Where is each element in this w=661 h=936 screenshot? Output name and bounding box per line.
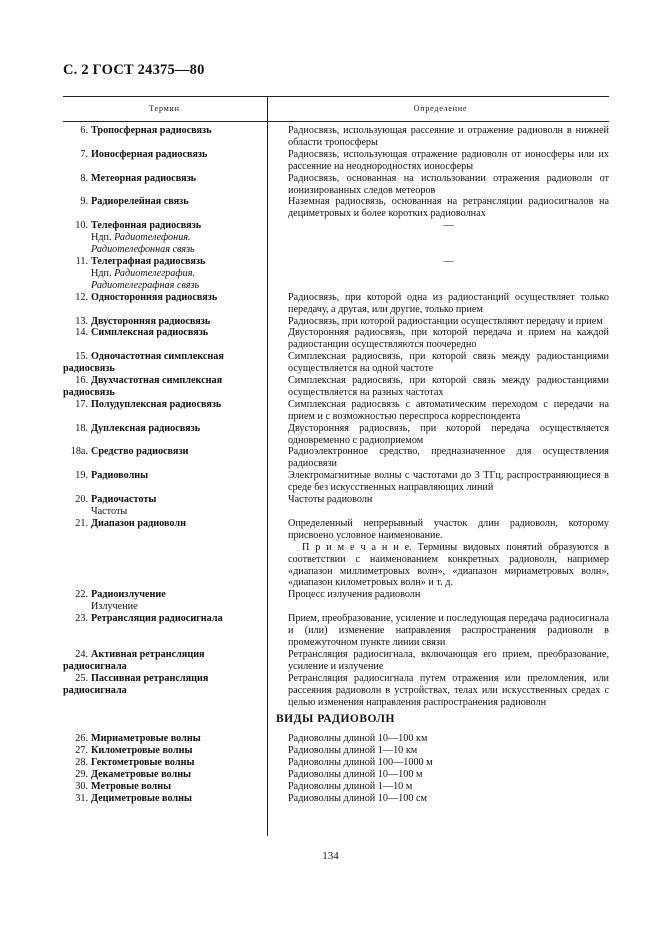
term-line <box>63 613 264 625</box>
definition-cell <box>288 375 609 399</box>
term-name: Телефонная радиосвязь <box>91 220 202 232</box>
term-cell <box>63 399 270 423</box>
term-number: 27. <box>75 745 88 757</box>
term-entry <box>63 423 609 447</box>
term-entry <box>63 173 609 197</box>
term-entry <box>63 351 609 375</box>
term-number: 26. <box>75 733 88 745</box>
column-divider <box>267 97 268 121</box>
term-name: Гектометровые волны <box>91 757 195 769</box>
page-header: С. 2 ГОСТ 24375—80 <box>63 62 205 78</box>
definition-cell <box>288 220 609 256</box>
term-entry <box>63 446 609 470</box>
term-line <box>63 316 264 328</box>
term-line <box>63 589 264 601</box>
definition-text: Симплексная радиосвязь, при которой связь между радиостанциями осуществляется на одной частоте <box>288 351 609 375</box>
term-entry <box>63 399 609 423</box>
term-line <box>63 173 264 185</box>
definition-cell <box>288 793 609 805</box>
term-name: Радиоизлучение <box>91 589 166 601</box>
term-synonym: Ндп. Радиотелефония. Радиотелефонная связь <box>91 232 195 256</box>
definition-text: Радиосвязь, при которой радиостанции осуществляют передачу и прием <box>288 315 603 327</box>
definition-text: — <box>443 255 454 267</box>
term-entry <box>63 149 609 173</box>
definition-text: — <box>443 220 454 232</box>
table-header <box>63 96 609 122</box>
term-number: 21. <box>75 517 88 529</box>
term-number: 8. <box>80 172 88 184</box>
term-cell <box>63 149 270 173</box>
definition-cell <box>288 316 609 328</box>
term-cell <box>63 220 270 256</box>
definition-cell <box>288 292 609 316</box>
term-entry <box>63 470 609 494</box>
definition-text: Радиоволны длиной 10—100 см <box>288 792 427 804</box>
term-number: 17. <box>75 398 88 410</box>
definition-text: Процесс излучения радиоволн <box>288 589 421 601</box>
term-cell <box>63 196 270 220</box>
definition-cell <box>288 781 609 793</box>
definition-cell <box>288 673 609 709</box>
term-name: Активная ретрансляция радиосигнала <box>63 648 205 672</box>
definition-text: Прием, преобразование, усиление и последующая передача радиосигнала и (или) изменение направления распространения радиоволн в промежуточном пункте линии связи <box>288 613 609 648</box>
definition-text: Радиосвязь, при которой одна из радиостанций осуществляет только передачу, а другая, или другие, только прием <box>288 291 609 315</box>
term-line <box>63 327 264 339</box>
definition-text: Симплексная радиосвязь с автоматическим переходом с передачи на прием и с возможностью переспроса корреспондента <box>288 398 609 422</box>
term-entry <box>63 673 609 709</box>
term-cell <box>63 733 270 745</box>
term-cell <box>63 446 270 470</box>
term-entry <box>63 125 609 149</box>
term-cell <box>63 327 270 351</box>
definition-text: Радиосвязь, основанная на использовании отражения радиоволн от ионизированных следов метеоров <box>288 172 609 196</box>
term-cell <box>63 173 270 197</box>
term-name: Метеорная радиосвязь <box>91 172 197 184</box>
term-line <box>63 446 264 458</box>
term-entry <box>63 733 609 745</box>
wave-entries-list <box>63 733 609 804</box>
term-number: 18. <box>75 422 88 434</box>
term-cell <box>63 316 270 328</box>
term-cell <box>63 613 270 649</box>
term-number: 30. <box>75 781 88 793</box>
definition-cell <box>288 125 609 149</box>
definition-cell <box>288 613 609 649</box>
term-cell <box>63 256 270 292</box>
term-entry <box>63 316 609 328</box>
definition-cell <box>288 470 609 494</box>
definition-cell <box>288 173 609 197</box>
definition-cell <box>288 327 609 351</box>
term-entry <box>63 769 609 781</box>
term-cell <box>63 470 270 494</box>
term-number: 9. <box>80 196 88 208</box>
term-line <box>63 256 264 268</box>
term-name: Полудуплексная радиосвязь <box>91 398 222 410</box>
term-name: Радиорелейная связь <box>91 196 189 208</box>
term-number: 23. <box>75 613 88 625</box>
definition-text: Радиосвязь, использующая рассеяние и отражение радиоволн в нижней области тропосферы <box>288 125 609 148</box>
term-name: Двухчастотная симплексная радиосвязь <box>63 375 223 398</box>
term-number: 14. <box>75 327 88 339</box>
term-cell <box>63 292 270 316</box>
term-name: Средство радиосвязи <box>91 446 189 458</box>
term-name: Односторонняя радиосвязь <box>91 291 218 303</box>
definition-cell <box>288 745 609 757</box>
definition-text: Радиоволны длиной 1—10 км <box>288 745 418 757</box>
term-line <box>63 399 264 411</box>
term-entry <box>63 518 609 589</box>
term-cell <box>63 589 270 613</box>
term-entry <box>63 256 609 292</box>
term-name: Километровые волны <box>91 745 193 757</box>
term-number: 13. <box>75 315 88 327</box>
term-line <box>63 769 264 781</box>
term-line <box>63 125 264 137</box>
term-synonym: Частоты <box>91 506 128 517</box>
definition-text: Двусторонняя радиосвязь, при которой передача и прием на каждой радиостанции осуществляются поочередно <box>288 327 609 351</box>
term-line <box>63 149 264 161</box>
definition-cell <box>288 256 609 292</box>
term-line <box>63 292 264 304</box>
definition-cell <box>288 649 609 673</box>
term-number: 20. <box>75 494 88 506</box>
term-number: 10. <box>75 220 88 232</box>
term-line <box>63 375 264 399</box>
definition-text: Радиосвязь, использующая отражение радиоволн от ионосферы или их рассеяние на неоднородностях ионосферы <box>288 148 609 172</box>
term-number: 16. <box>75 375 88 387</box>
term-number: 22. <box>75 589 88 601</box>
definition-text: П р и м е ч а н и е. Термины видовых понятий образуются в соответствии с наименованием конкретных радиоволн, например «диапазон миллиметровых волн», «диапазон мириаметровых волн», «диапазон километровых волн» и т. д. <box>288 541 609 589</box>
definition-cell <box>288 423 609 447</box>
term-name: Двусторонняя радиосвязь <box>91 315 211 327</box>
definition-cell <box>288 757 609 769</box>
definition-cell <box>288 589 609 613</box>
term-name: Диапазон радиоволн <box>91 517 186 529</box>
term-cell <box>63 351 270 375</box>
term-cell <box>63 518 270 589</box>
term-number: 28. <box>75 757 88 769</box>
term-line <box>63 220 264 232</box>
definition-text: Радиоволны длиной 10—100 м <box>288 769 423 781</box>
term-name: Одночастотная симплексная радиосвязь <box>63 351 224 375</box>
term-line <box>63 423 264 435</box>
definition-text: Радиоэлектронное средство, предназначенное для осуществления радиосвязи <box>288 446 609 470</box>
definition-cell <box>288 149 609 173</box>
term-number: 25. <box>75 672 88 684</box>
term-line <box>63 781 264 793</box>
term-cell <box>63 125 270 149</box>
term-name: Дуплексная радиосвязь <box>91 422 201 434</box>
term-entry <box>63 375 609 399</box>
term-name: Пассивная ретрансляция радиосигнала <box>63 672 209 696</box>
term-name: Радиочастоты <box>91 494 157 506</box>
term-name: Радиоволны <box>91 470 149 482</box>
definition-cell <box>288 769 609 781</box>
section-title: ВИДЫ РАДИОВОЛН <box>276 713 395 726</box>
term-cell <box>63 423 270 447</box>
term-number: 6. <box>80 125 88 136</box>
entries-list <box>63 125 609 708</box>
term-cell <box>63 494 270 518</box>
term-name: Декаметровые волны <box>91 769 192 781</box>
term-entry <box>63 196 609 220</box>
term-cell <box>63 745 270 757</box>
term-entry <box>63 292 609 316</box>
term-cell <box>63 769 270 781</box>
term-entry <box>63 494 609 518</box>
term-entry <box>63 757 609 769</box>
term-line <box>63 793 264 805</box>
definition-text: Частоты радиоволн <box>288 494 373 506</box>
term-cell <box>63 673 270 709</box>
definition-text: Радиоволны длиной 100—1000 м <box>288 757 433 769</box>
term-line <box>63 196 264 208</box>
term-line <box>63 494 264 506</box>
terms-table-body <box>63 125 609 805</box>
definition-cell <box>288 351 609 375</box>
definition-column-header: Определение <box>413 104 468 113</box>
definition-text: Электромагнитные волны с частотами до 3 ТГц, распространяющиеся в среде без искусственных направляющих линий <box>288 470 609 494</box>
term-line <box>63 649 264 673</box>
term-line <box>63 351 264 375</box>
term-number: 12. <box>75 291 88 303</box>
term-entry <box>63 613 609 649</box>
definition-text: Двусторонняя радиосвязь, при которой передача осуществляется одновременно с радиоприемом <box>288 422 609 446</box>
definition-cell <box>288 446 609 470</box>
definition-text: Радиоволны длиной 10—100 км <box>288 733 428 745</box>
term-entry <box>63 327 609 351</box>
definition-cell <box>288 518 609 589</box>
term-name: Мириаметровые волны <box>91 733 201 745</box>
term-name: Тропосферная радиосвязь <box>91 125 212 136</box>
term-line <box>63 757 264 769</box>
definition-cell <box>288 494 609 518</box>
term-number: 31. <box>75 792 88 804</box>
term-cell <box>63 375 270 399</box>
term-line <box>63 470 264 482</box>
term-entry <box>63 781 609 793</box>
term-cell <box>63 649 270 673</box>
term-name: Симплексная радиосвязь <box>91 327 209 339</box>
term-entry <box>63 745 609 757</box>
term-column-header: Термин <box>149 104 180 113</box>
definition-text: Радиоволны длиной 1—10 м <box>288 781 413 793</box>
term-name: Дециметровые волны <box>91 792 192 804</box>
term-line <box>63 733 264 745</box>
term-entry <box>63 589 609 613</box>
term-name: Ионосферная радиосвязь <box>91 148 208 160</box>
term-cell <box>63 781 270 793</box>
definition-text: Наземная радиосвязь, основанная на ретрансляции радиосигналов на дециметровых и более коротких радиоволнах <box>288 196 609 220</box>
definition-text: Симплексная радиосвязь, при которой связь между радиостанциями осуществляется на разных частотах <box>288 375 609 398</box>
definition-text: Ретрансляция радиосигнала путем отражения или преломления, или рассеяния радиоволн в устройствах, телах или искусственных средах с целью изменения направления распространения радиоволн <box>288 672 609 708</box>
page-number: 134 <box>322 850 339 862</box>
term-line <box>63 745 264 757</box>
definition-text: Определенный непрерывный участок длин радиоволн, которому присвоено условное наименование. <box>288 517 609 541</box>
term-number: 15. <box>75 351 88 363</box>
term-synonym: Ндп. Радиотелеграфия. Радиотелеграфная связь <box>91 267 200 291</box>
term-name: Телеграфная радиосвязь <box>91 255 206 267</box>
term-cell <box>63 793 270 805</box>
term-entry <box>63 793 609 805</box>
definition-cell <box>288 399 609 423</box>
term-number: 18а. <box>70 446 88 458</box>
term-cell <box>63 757 270 769</box>
term-line <box>63 673 264 697</box>
term-name: Ретрансляция радиосигнала <box>91 613 223 625</box>
term-entry <box>63 220 609 256</box>
definition-cell <box>288 733 609 745</box>
term-entry <box>63 649 609 673</box>
definition-text: Ретрансляция радиосигнала, включающая его прием, преобразование, усиление и излучение <box>288 648 609 672</box>
term-number: 24. <box>75 648 88 660</box>
term-number: 19. <box>75 470 88 482</box>
term-name: Метровые волны <box>91 781 172 793</box>
term-number: 11. <box>75 255 88 267</box>
non-recommended-synonym: Радиотелефония. Радиотелефонная связь <box>91 232 195 256</box>
non-recommended-synonym: Радиотелеграфия. Радиотелеграфная связь <box>91 267 200 291</box>
term-synonym: Излучение <box>91 601 138 613</box>
term-line <box>63 518 264 530</box>
term-number: 29. <box>75 769 88 781</box>
term-number: 7. <box>80 148 88 160</box>
definition-cell <box>288 196 609 220</box>
